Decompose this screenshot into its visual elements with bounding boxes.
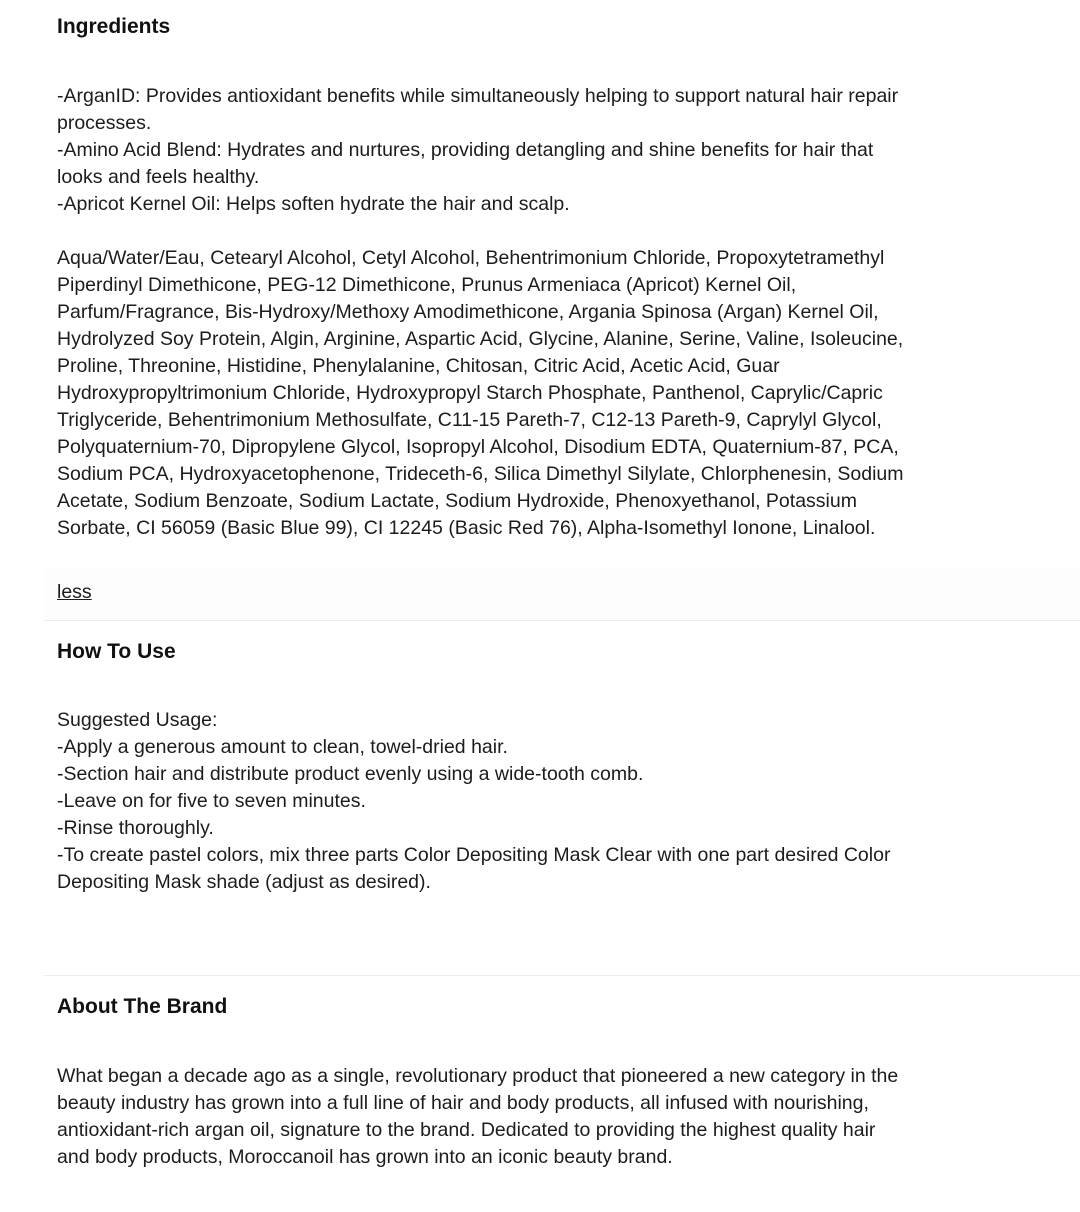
benefit-line: processes. <box>57 112 152 134</box>
about-line: and body products, Moroccanoil has grown into an iconic beauty brand. <box>57 1146 673 1168</box>
ingredient-line: Piperdinyl Dimethicone, PEG-12 Dimethicone, Prunus Armeniaca (Apricot) Kernel Oil, <box>57 274 797 296</box>
show-less-link[interactable]: less <box>57 581 92 603</box>
less-bar <box>44 568 1080 620</box>
about-line: beauty industry has grown into a full line of hair and body products, all infused with nourishing, <box>57 1092 869 1114</box>
benefit-line: -Apricot Kernel Oil: Helps soften hydrate the hair and scalp. <box>57 193 570 215</box>
ingredients-list <box>57 245 1057 542</box>
about-brand-heading: About The Brand <box>57 995 228 1018</box>
ingredient-line: Proline, Threonine, Histidine, Phenylalanine, Chitosan, Citric Acid, Acetic Acid, Guar <box>57 355 780 377</box>
ingredient-line: Sodium PCA, Hydroxyacetophenone, Trideceth-6, Silica Dimethyl Silylate, Chlorphenesin, Sodium <box>57 463 904 485</box>
how-to-use-text <box>57 707 1057 896</box>
ingredient-line: Aqua/Water/Eau, Cetearyl Alcohol, Cetyl Alcohol, Behentrimonium Chloride, Propoxytetramethyl <box>57 247 885 269</box>
ingredient-line: Acetate, Sodium Benzoate, Sodium Lactate, Sodium Hydroxide, Phenoxyethanol, Potassium <box>57 490 857 512</box>
usage-line: -Apply a generous amount to clean, towel-dried hair. <box>57 736 508 758</box>
about-line: What began a decade ago as a single, revolutionary product that pioneered a new category in the <box>57 1065 899 1087</box>
ingredient-line: Hydroxypropyltrimonium Chloride, Hydroxypropyl Starch Phosphate, Panthenol, Caprylic/Capric <box>57 382 883 404</box>
benefit-line: -ArganID: Provides antioxidant benefits while simultaneously helping to support natural hair repair <box>57 85 899 107</box>
section-divider <box>44 620 1080 621</box>
benefit-line: looks and feels healthy. <box>57 166 260 188</box>
ingredient-line: Sorbate, CI 56059 (Basic Blue 99), CI 12245 (Basic Red 76), Alpha-Isomethyl Ionone, Linalool. <box>57 517 876 539</box>
ingredient-line: Parfum/Fragrance, Bis-Hydroxy/Methoxy Amodimethicone, Argania Spinosa (Argan) Kernel Oil, <box>57 301 879 323</box>
about-line: antioxidant-rich argan oil, signature to the brand. Dedicated to providing the highest quality hair <box>57 1119 876 1141</box>
ingredient-line: Triglyceride, Behentrimonium Methosulfate, C11-15 Pareth-7, C12-13 Pareth-9, Caprylyl Glycol, <box>57 409 882 431</box>
usage-line: -Leave on for five to seven minutes. <box>57 790 366 812</box>
ingredient-line: Polyquaternium-70, Dipropylene Glycol, Isopropyl Alcohol, Disodium EDTA, Quaternium-87, PCA, <box>57 436 899 458</box>
benefit-line: -Amino Acid Blend: Hydrates and nurtures, providing detangling and shine benefits for hair that <box>57 139 874 161</box>
ingredient-line: Hydrolyzed Soy Protein, Algin, Arginine, Aspartic Acid, Glycine, Alanine, Serine, Valine, Isoleucine, <box>57 328 904 350</box>
ingredients-heading: Ingredients <box>57 15 171 38</box>
section-divider <box>44 975 1080 976</box>
usage-line: -To create pastel colors, mix three parts Color Depositing Mask Clear with one part desired Color <box>57 844 891 866</box>
about-brand-text <box>57 1063 1057 1171</box>
usage-line: -Rinse thoroughly. <box>57 817 214 839</box>
how-to-use-heading: How To Use <box>57 640 176 663</box>
ingredients-benefits <box>57 83 1057 218</box>
usage-line: -Section hair and distribute product evenly using a wide-tooth comb. <box>57 763 644 785</box>
usage-line: Suggested Usage: <box>57 709 218 731</box>
usage-line: Depositing Mask shade (adjust as desired). <box>57 871 431 893</box>
